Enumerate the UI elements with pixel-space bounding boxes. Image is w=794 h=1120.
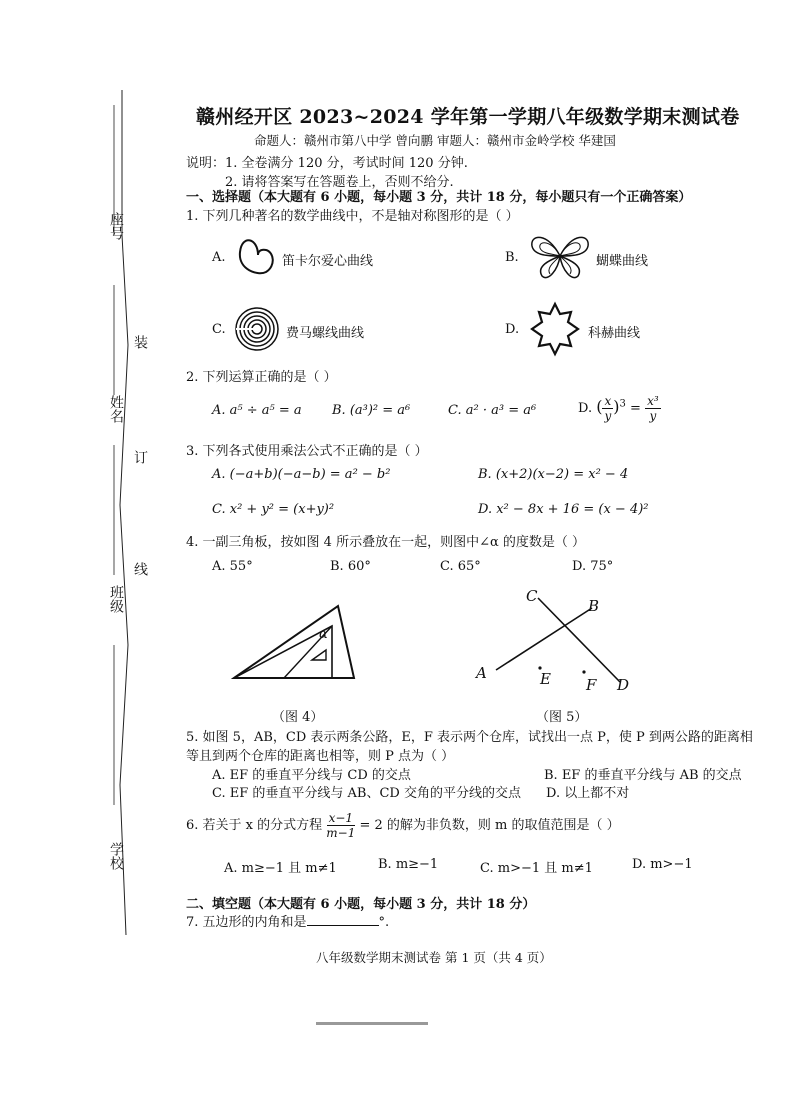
q6-stem-post: = 2 的解为非负数，则 m 的取值范围是（ ） [359, 818, 620, 833]
q5-stem-line-1: 5. 如图 5，AB，CD 表示两条公路，E，F 表示两个仓库，试找出一点 P，使 P 到两公路的距离相 [186, 730, 753, 745]
name-label: 姓名 [108, 395, 124, 423]
q5-stem-line-2: 等且到两个仓库的距离也相等，则 P 点为（ ） [186, 749, 455, 764]
figure-4-caption: （图 4） [272, 710, 324, 725]
q6-fraction: $\frac{x-1}{m-1}$ [326, 811, 356, 840]
point-f-label: F [586, 676, 597, 694]
class-label: 班级 [108, 585, 124, 613]
q6-option-c: C. m>−1 且 m≠1 [480, 861, 593, 876]
q6-option-a: A. m≥−1 且 m≠1 [224, 861, 337, 876]
q1-option-c-label: C. [212, 322, 226, 337]
point-b-label: B [588, 597, 600, 615]
zhuang-mark: 装 [132, 335, 148, 349]
authors-line: 命题人：赣州市第八中学 曾向鹏 审题人：赣州市金岭学校 华建国 [254, 133, 616, 148]
q3-option-d: D. x² − 8x + 16 = (x − 4)² [478, 502, 649, 517]
q6-stem [186, 811, 620, 840]
section-1-title: 一、选择题（本大题有 6 小题，每小题 3 分，共计 18 分，每小题只有一个正确答案） [186, 190, 692, 205]
q6-option-b: B. m≥−1 [378, 857, 439, 872]
school-label: 学校 [108, 842, 124, 870]
q2-d-right-frac: $\frac{\text{x³}}{y}$ [647, 394, 659, 423]
q6-stem-pre: 6. 若关于 x 的分式方程 [186, 818, 323, 833]
point-d-label: D [617, 676, 630, 694]
fermat-spiral-icon [234, 306, 280, 352]
butterfly-curve-icon [528, 230, 592, 282]
page-footer: 八年级数学期末测试卷 第 1 页（共 4 页） [316, 950, 552, 965]
heart-curve-icon [236, 232, 280, 278]
q7-text: 7. 五边形的内角和是 [186, 915, 307, 930]
q5-option-a: A. EF 的垂直平分线与 CD 的交点 [212, 768, 411, 783]
note-line-2: 2. 请将答案写在答题卷上，否则不给分. [225, 175, 454, 190]
q2-option-b: B. (a³)² = a⁶ [332, 403, 411, 418]
q2-d-left-frac: $\frac{x}{y}$ [604, 394, 612, 423]
ding-mark: 订 [132, 450, 148, 464]
q2-stem: 2. 下列运算正确的是（ ） [186, 370, 337, 385]
q1-option-b-label: B. [505, 250, 519, 265]
q5-option-b: B. EF 的垂直平分线与 AB 的交点 [544, 768, 742, 783]
q3-option-c: C. x² + y² = (x+y)² [212, 502, 335, 517]
page-title: 赣州经开区 2023~2024 学年第一学期八年级数学期末测试卷 [196, 106, 740, 128]
q7-unit: °. [378, 915, 390, 930]
q2-option-a: A. a⁵ ÷ a⁵ = a [212, 403, 302, 418]
q4-option-d: D. 75° [572, 559, 614, 574]
bottom-mark [316, 1022, 428, 1025]
q7-answer-blank[interactable] [307, 913, 379, 926]
q4-option-c: C. 65° [440, 559, 481, 574]
q2-option-d: D. ( $\frac{x}{y}$ )$^3$ = $\frac{\text{x³}}{y}$ [578, 394, 659, 423]
figure-5-caption: （图 5） [536, 710, 588, 725]
q5-option-c: C. EF 的垂直平分线与 AB、CD 交角的平分线的交点 [212, 786, 521, 801]
q1-option-a-label: A. [212, 250, 226, 265]
alpha-label: α [319, 627, 328, 642]
q4-option-a: A. 55° [212, 559, 253, 574]
q1-option-a-text: 笛卡尔爱心曲线 [282, 254, 374, 269]
point-c-label: C [526, 587, 538, 605]
figure-5-lines [480, 586, 630, 696]
q3-option-b: B. (x+2)(x−2) = x² − 4 [478, 467, 629, 482]
q4-stem: 4. 一副三角板，按如图 4 所示叠放在一起，则图中∠α 的度数是（ ） [186, 535, 586, 550]
figure-4-triangles [228, 598, 368, 692]
q5-option-d: D. 以上都不对 [546, 786, 630, 801]
q3-option-a: A. (−a+b)(−a−b) = a² − b² [212, 467, 391, 482]
q2-d-label: D. [578, 401, 593, 416]
q4-option-b: B. 60° [330, 559, 371, 574]
q2-d-eq: = [630, 401, 641, 416]
q2-option-c: C. a² · a³ = a⁶ [448, 403, 537, 418]
q1-option-b-text: 蝴蝶曲线 [596, 254, 649, 269]
q1-option-d-label: D. [505, 322, 520, 337]
q1-stem: 1. 下列几种著名的数学曲线中，不是轴对称图形的是（ ） [186, 209, 519, 224]
point-a-label: A [476, 664, 487, 682]
q1-option-d-text: 科赫曲线 [588, 326, 641, 341]
q6-option-d: D. m>−1 [632, 857, 693, 872]
note-line-1: 说明：1. 全卷满分 120 分，考试时间 120 分钟. [186, 156, 468, 171]
seat-label: 座号 [108, 212, 124, 240]
koch-curve-icon [526, 300, 584, 358]
xian-mark: 线 [132, 562, 148, 576]
point-e-label: E [540, 670, 551, 688]
q7-stem [186, 911, 389, 930]
q1-option-c-text: 费马螺线曲线 [286, 326, 365, 341]
q3-stem: 3. 下列各式使用乘法公式不正确的是（ ） [186, 444, 428, 459]
section-2-title: 二、填空题（本大题有 6 小题，每小题 3 分，共计 18 分） [186, 897, 536, 912]
